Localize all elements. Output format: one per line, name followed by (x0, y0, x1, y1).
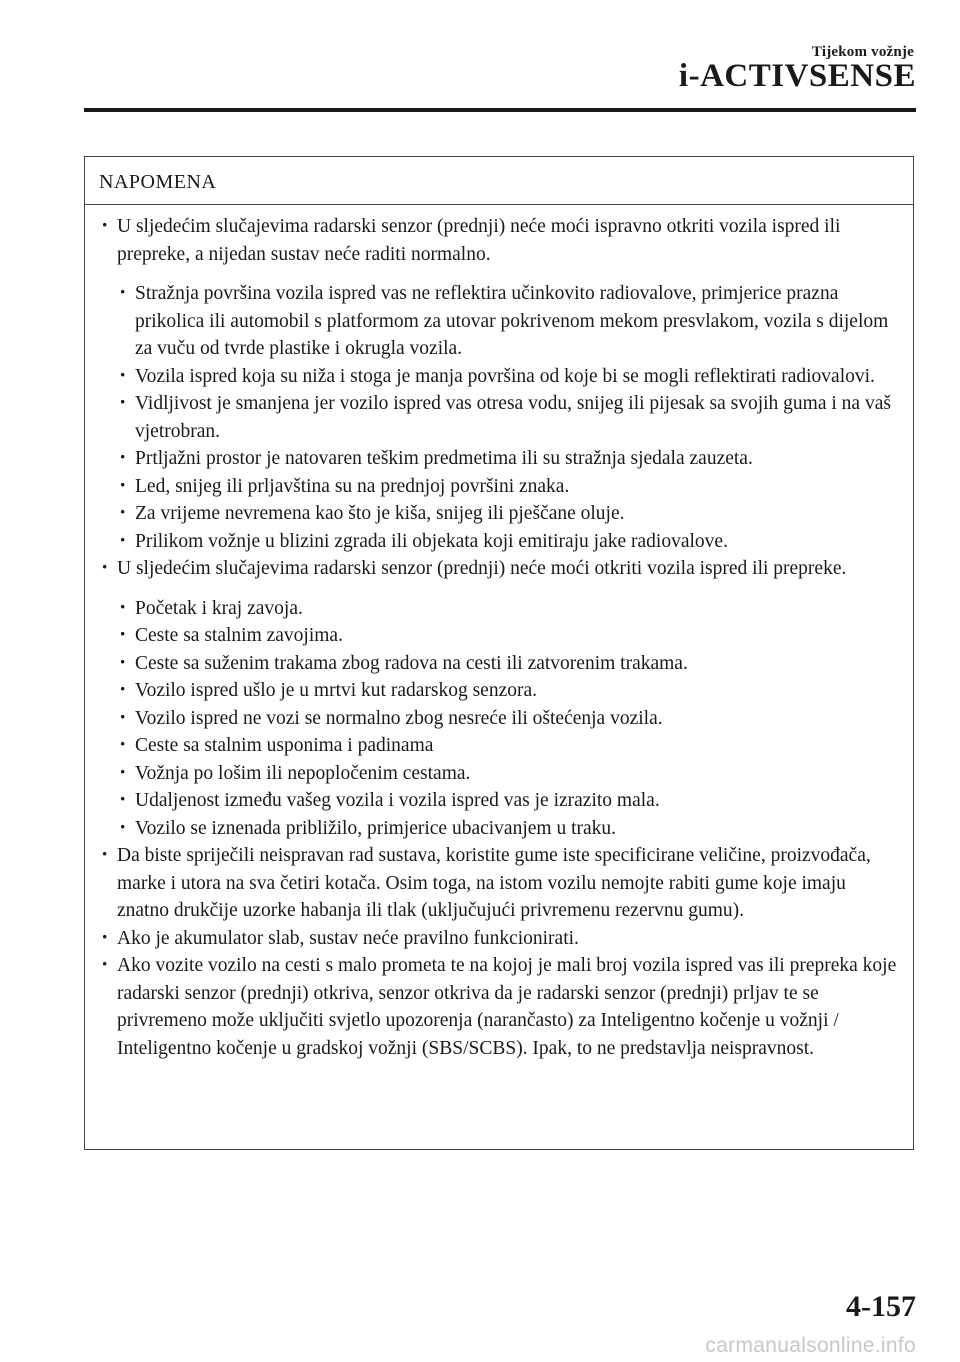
note-subitem: · Prtljažni prostor je natovaren teškim predmetima ili su stražnja sjedala zauzeta. (99, 445, 899, 473)
note-subitem: · Početak i kraj zavoja. (99, 595, 899, 623)
note-subitem: · Prilikom vožnje u blizini zgrada ili objekata koji emitiraju jake radiovalove. (99, 528, 899, 556)
note-item: · Ako vozite vozilo na cesti s malo prometa te na kojoj je mali broj vozila ispred vas ili prepreka koje radarski senzor (prednji) otkriva, senzor otkriva da je radarski senzor (prednji) prljav te se privremeno može uključiti svjetlo upozorenja (narančasto) za Inteligentno kočenje u vožnji / Inteligentno kočenje u gradskoj vožnji (SBS/SCBS). Ipak, to ne predstavlja neispravnost. (99, 952, 899, 1062)
chapter-title: i-ACTIVSENSE (678, 58, 916, 94)
page-number: 4-157 (846, 1290, 916, 1323)
note-subitem: · Ceste sa stalnim zavojima. (99, 622, 899, 650)
note-item: · U sljedećim slučajevima radarski senzor (prednji) neće moći ispravno otkriti vozila ispred ili prepreke, a nijedan sustav neće raditi normalno. (99, 213, 899, 268)
note-subitem: · Vidljivost je smanjena jer vozilo ispred vas otresa vodu, snijeg ili pijesak sa svojih guma i na vaš vjetrobran. (99, 390, 899, 445)
note-body (85, 205, 913, 1062)
spacer (99, 583, 899, 595)
note-subitem: · Vozilo ispred ne vozi se normalno zbog nesreće ili oštećenja vozila. (99, 705, 899, 733)
note-subitem: · Vozilo ispred ušlo je u mrtvi kut radarskog senzora. (99, 677, 899, 705)
note-subitem: · Led, snijeg ili prljavština su na prednjoj površini znaka. (99, 473, 899, 501)
note-subitem: · Vožnja po lošim ili nepopločenim cestama. (99, 760, 899, 788)
note-subitem: · Udaljenost između vašeg vozila i vozila ispred vas je izrazito mala. (99, 787, 899, 815)
spacer (99, 268, 899, 280)
note-subitem: · Stražnja površina vozila ispred vas ne reflektira učinkovito radiovalove, primjerice prazna prikolica ili automobil s platformom za utovar pokrivenom mekom presvlakom, vozila s dijelom za vuču od tvrde plastike i okrugla vozila. (99, 280, 899, 363)
header-divider (84, 108, 916, 112)
note-item: · Ako je akumulator slab, sustav neće pravilno funkcionirati. (99, 925, 899, 953)
note-subitem: · Ceste sa suženim trakama zbog radova na cesti ili zatvorenim trakama. (99, 650, 899, 678)
note-subitem: · Ceste sa stalnim usponima i padinama (99, 732, 899, 760)
note-item: · U sljedećim slučajevima radarski senzor (prednji) neće moći otkriti vozila ispred ili prepreke. (99, 555, 899, 583)
note-subitem: · Vozila ispred koja su niža i stoga je manja površina od koje bi se mogli reflektirati radiovalovi. (99, 363, 899, 391)
note-item: · Da biste spriječili neispravan rad sustava, koristite gume iste specificirane veličine, proizvođača, marke i utora na sva četiri kotača. Osim toga, na istom vozilu nemojte rabiti gume koje imaju znatno drukčije uzorke habanja ili tlak (uključujući privremenu rezervnu gumu). (99, 842, 899, 925)
note-subitem: · Za vrijeme nevremena kao što je kiša, snijeg ili pješčane oluje. (99, 500, 899, 528)
section-label: Tijekom vožnje (811, 44, 914, 60)
note-subitem: · Vozilo se iznenada približilo, primjerice ubacivanjem u traku. (99, 815, 899, 843)
watermark-text: carmanualsonline.info (705, 1334, 916, 1357)
note-heading: NAPOMENA (85, 157, 913, 205)
note-box (84, 156, 914, 1150)
